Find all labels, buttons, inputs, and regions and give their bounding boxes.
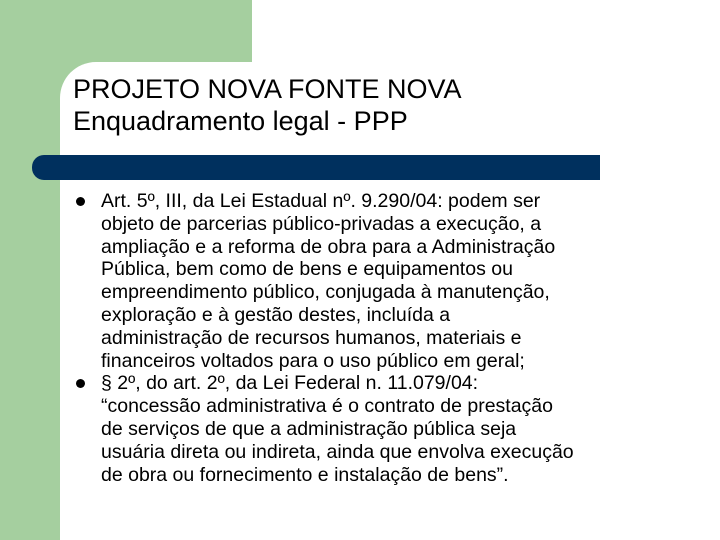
bullet-text-line: de serviços de que a administração pública seja [101, 417, 517, 440]
bullet-text-line: Pública, bem como de bens e equipamentos ou [101, 258, 513, 281]
bullet-dot-icon [76, 197, 85, 206]
bullet-dot-icon [76, 379, 85, 388]
bullet-text-line: usuária direta ou indireta, ainda que envolva execução [101, 440, 574, 463]
bullet-list [76, 190, 692, 486]
bullet-text-line: ampliação e a reforma de obra para a Administração [101, 235, 556, 258]
bullet-text-line: de obra ou fornecimento e instalação de bens”. [101, 463, 509, 486]
bullet-text-line: Art. 5º, III, da Lei Estadual nº. 9.290/04: podem ser [101, 190, 541, 212]
bullet-text-line: “concessão administrativa é o contrato de prestação [101, 395, 553, 418]
slide-title-line-1: PROJETO NOVA FONTE NOVA [73, 74, 462, 104]
bullet-text-line: administração de recursos humanos, materiais e [101, 326, 522, 349]
bullet-text-line: financeiros voltados para o uso público em geral; [101, 349, 525, 372]
bullet-item-federal-law [76, 372, 692, 486]
title-underline-bar [32, 155, 600, 180]
bullet-text-line: objeto de parcerias público-privadas a execução, a [101, 212, 542, 235]
bullet-text-line: empreendimento público, conjugada à manutenção, [101, 281, 550, 304]
slide-title-line-2: Enquadramento legal - PPP [73, 106, 408, 136]
bullet-text-line: § 2º, do art. 2º, da Lei Federal n. 11.079/04: [101, 372, 479, 395]
bullet-text-line: exploração e à gestão destes, incluída a [101, 303, 451, 326]
bullet-item-state-law [76, 190, 692, 372]
slide-title [73, 73, 673, 137]
